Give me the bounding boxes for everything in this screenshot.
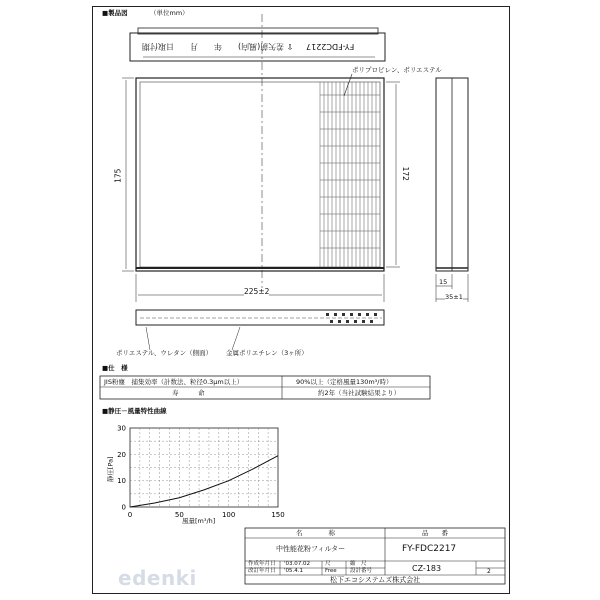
section-title-chart: ■静圧－風量特性曲線 (102, 407, 167, 415)
chart-y-tick-label: 30 (117, 424, 126, 433)
top-view-model: FY-FDC2217 (306, 42, 355, 51)
spec-row-2-value: 約2年（当社試験結果より） (318, 389, 401, 397)
section-title-spec: ■仕 様 (102, 364, 128, 372)
chart-x-tick-label: 100 (221, 511, 236, 519)
product-name: 中性能花粉フィルター (276, 545, 346, 553)
revised-date: '05.4.1 (284, 568, 304, 574)
scale-value: Free (325, 568, 337, 574)
drawing-number: CZ-183 (412, 564, 442, 573)
chart-x-axis-label: 風量[m³/h] (182, 517, 216, 525)
dim-total-depth: 35±1 (445, 293, 463, 301)
dim-height-172: 172 (400, 166, 410, 181)
chart-x-tick-label: 0 (127, 511, 133, 519)
title-header-model: 品 番 (422, 529, 448, 537)
section-title-product: ■製品図 (102, 9, 128, 17)
product-model: FY-FDC2217 (402, 544, 457, 554)
chart-y-tick-label: 0 (121, 503, 126, 512)
dim-height-175: 175 (113, 168, 123, 183)
material-label: ポリプロピレン、ポリエステル (352, 66, 442, 74)
label-frame-material: ポリエステル、ウレタン（側面） (116, 349, 213, 357)
watermark-logo (118, 566, 197, 590)
created-date: '03.07.02 (284, 561, 311, 567)
revised-label: 改訂年月日 (248, 568, 276, 574)
label-net-material: 金属ポリエチレン（3ヶ所） (226, 349, 308, 357)
watermark-text: edenki (118, 566, 197, 590)
spec-row-1-item: JIS粉塵 捕集効率（計数法、粒径0.3μm以上） (104, 378, 244, 386)
dim-width-tolerance: ±2 (258, 287, 270, 296)
chart-y-axis-label: 静圧[Pa] (106, 456, 115, 483)
chart-y-tick-label: 10 (117, 477, 126, 486)
top-view-extra: ⇧ 差矢前(風向) 年 月 日取付期 (142, 42, 294, 51)
chart-x-tick-label: 150 (271, 511, 285, 519)
dim-thickness: 15 (439, 278, 448, 286)
spec-row-1-value: 90%以上（定格風量130m³/時） (296, 378, 393, 386)
scale-label: 縮 尺 (350, 561, 367, 567)
created-label: 作成年月日 (248, 561, 276, 567)
title-header-name: 名 称 (296, 529, 335, 537)
chart-x-tick-label: 50 (174, 511, 184, 519)
unit-note: （単位mm） (150, 9, 189, 17)
sheet-number: 2 (487, 568, 491, 575)
spec-row-2-item: 寿 命 (172, 389, 205, 397)
created-mark: 尺 (325, 561, 331, 567)
chart-series-line (130, 456, 278, 507)
company-name: 松下エコシステムズ株式会社 (330, 576, 421, 584)
dim-width-value: 225 (244, 287, 259, 296)
design-number-label: 設計番号 (350, 568, 373, 574)
chart-y-tick-label: 20 (117, 450, 126, 459)
